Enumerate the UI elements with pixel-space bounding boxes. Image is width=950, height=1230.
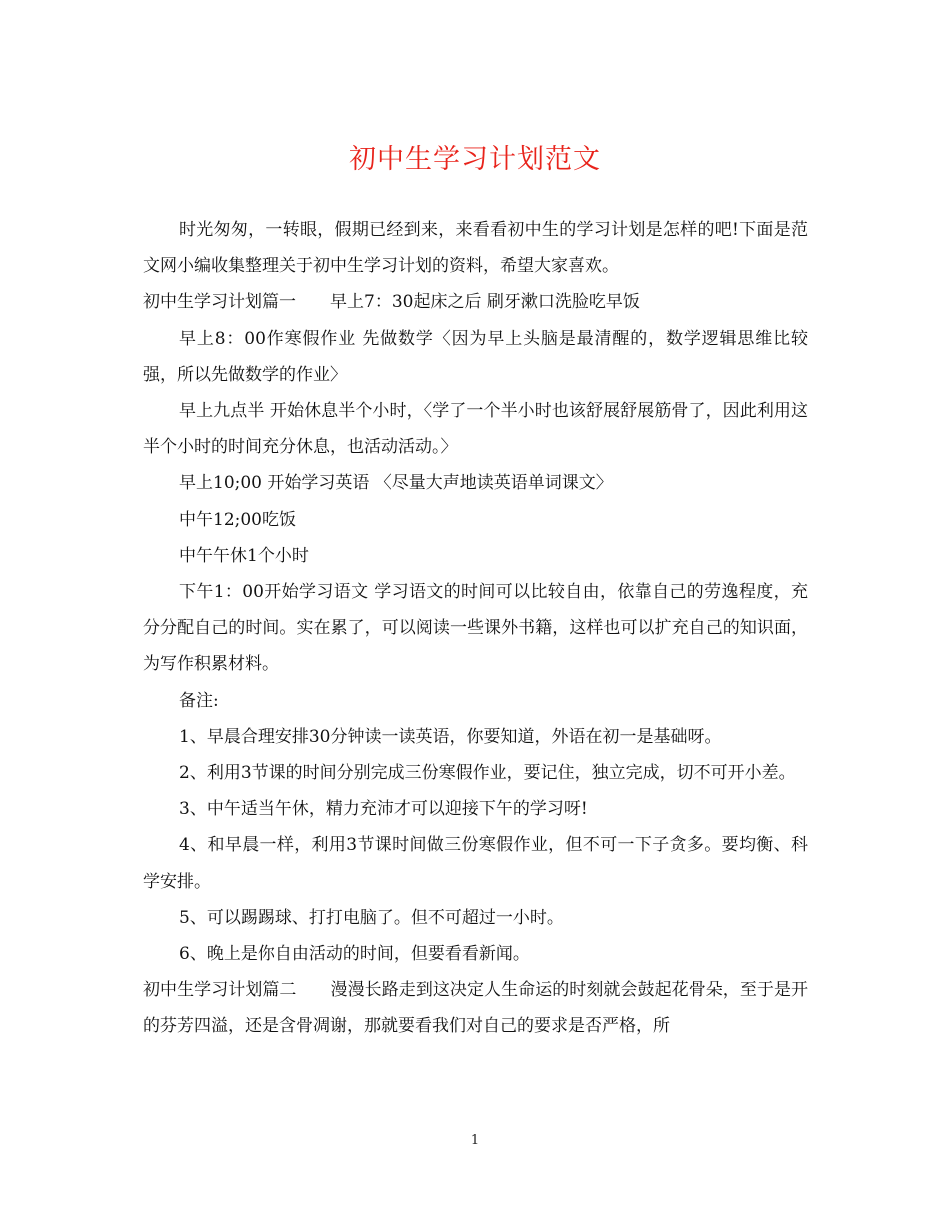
section-one-text: 早上7：30起床之后 刷牙漱口洗脸吃早饭	[330, 292, 640, 313]
notes-heading: 备注:	[179, 690, 219, 711]
document-body	[143, 212, 808, 1045]
section-two-paragraph	[143, 972, 808, 1044]
page-number: 1	[470, 1133, 480, 1148]
schedule-item: 早上10;00 开始学习英语 〈尽量大声地读英语单词课文〉	[179, 473, 613, 494]
note-item: 6、晚上是你自由活动的时间，但要看看新闻。	[179, 944, 530, 965]
schedule-item: 下午1：00开始学习语文 学习语文的时间可以比较自由，依靠自己的劳逸程度，充分分配自己的时间。实在累了，可以阅读一些课外书籍，这样也可以扩充自己的知识面，为写作积累材料。	[143, 582, 808, 675]
section-one-line	[143, 284, 808, 320]
document-title: 初中生学习计划范文	[349, 144, 601, 175]
note-item: 4、和早晨一样，利用3节课时间做三份寒假作业，但不可一下子贪多。要均衡、科学安排。	[143, 835, 808, 892]
note-item: 3、中午适当午休，精力充沛才可以迎接下午的学习呀!	[179, 799, 588, 820]
schedule-item: 中午午休1个小时	[179, 545, 309, 566]
schedule-item: 早上九点半 开始休息半个小时，〈学了一个半小时也该舒展舒展筋骨了，因此利用这半个小时的时间充分休息，也活动活动。〉	[143, 401, 808, 458]
note-item: 5、可以踢踢球、打打电脑了。但不可超过一小时。	[179, 907, 564, 928]
schedule-item: 早上8：00作寒假作业 先做数学〈因为早上头脑是最清醒的，数学逻辑思维比较强，所以先做数学的作业〉	[143, 328, 808, 385]
intro-paragraph: 时光匆匆，一转眼，假期已经到来，来看看初中生的学习计划是怎样的吧!下面是范文网小编收集整理关于初中生学习计划的资料，希望大家喜欢。	[143, 220, 808, 277]
section-one-heading: 初中生学习计划篇一	[143, 292, 296, 313]
section-two-text: 漫漫长路走到这决定人生命运的时刻就会鼓起花骨朵，至于是开的芬芳四溢，还是含骨凋谢，那就要看我们对自己的要求是否严格，所	[143, 980, 809, 1037]
schedule-item: 中午12;00吃饭	[179, 509, 296, 530]
note-item: 1、早晨合理安排30分钟读一读英语，你要知道，外语在初一是基础呀。	[179, 726, 722, 747]
note-item: 2、利用3节课的时间分别完成三份寒假作业，要记住，独立完成，切不可开小差。	[179, 763, 796, 784]
section-two-heading: 初中生学习计划篇二	[143, 980, 297, 1001]
